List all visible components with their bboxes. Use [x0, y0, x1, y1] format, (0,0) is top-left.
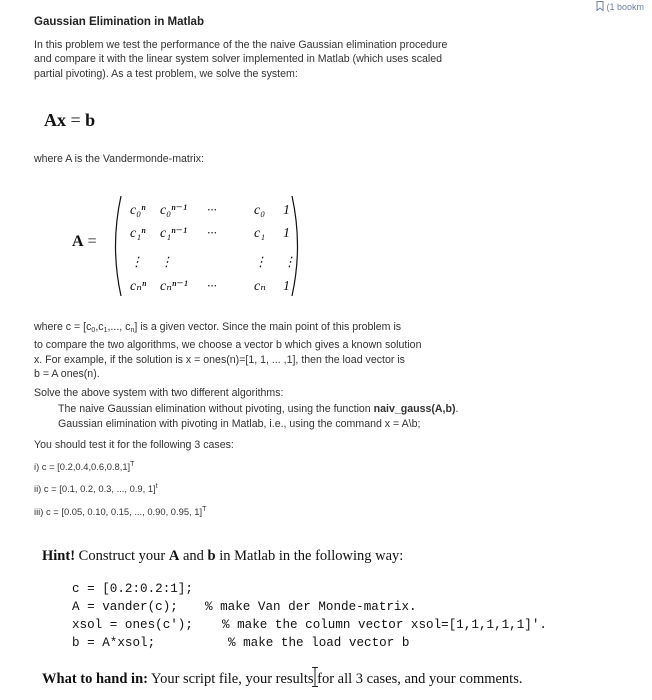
vandermonde-label: where A is the Vandermonde-matrix: — [34, 153, 204, 165]
code-line: b = A*xsol; — [72, 636, 156, 650]
matrix-lhs: A = — [72, 233, 97, 250]
cases-label: You should test it for the following 3 cases: — [34, 439, 234, 451]
code-comment: % make the column vector xsol=[1,1,1,1,1]'. — [222, 618, 547, 632]
matrix-cell: ⋮ — [254, 254, 267, 269]
matrix-cell: ⋮ — [160, 254, 173, 269]
matrix-cell: 1 — [283, 226, 290, 241]
matrix-cell: ··· — [207, 278, 217, 293]
matrix-cell: 1 — [283, 203, 290, 218]
code-line: xsol = ones(c'); — [72, 618, 193, 632]
text-cursor-icon — [312, 667, 318, 687]
main-equation: Ax = b — [44, 110, 96, 130]
code-line: c = [0.2:0.2:1]; — [72, 582, 193, 596]
case-item: ii) c = [0.1, 0.2, 0.3, ..., 0.9, 1]$^t$ — [34, 483, 158, 495]
matrix-cell: cₙⁿ — [130, 279, 147, 294]
matrix-cell: cₙⁿ⁻¹ — [160, 279, 188, 294]
matrix-cell: ⋮ — [283, 254, 296, 269]
matrix-cell: c₀ — [254, 203, 266, 218]
bookmark-label: (1 bookm — [606, 2, 644, 12]
case-item: iii) c = [0.05, 0.10, 0.15, ..., 0.90, 0.95, 1]$^T$ — [34, 506, 207, 518]
case-item: i) $c = [0.2,0.4,0.6,0.8,1]^T$ — [34, 461, 135, 473]
intro-line: and compare it with the linear system solver implemented in Matlab (which uses scaled — [34, 53, 443, 66]
what-to-hand-in: What to hand in: Your script file, your results for all 3 cases, and your comments. — [42, 671, 523, 687]
matrix-cell: ··· — [207, 225, 217, 240]
code-line: A = vander(c); — [72, 600, 178, 614]
hint-line: Hint! Construct your A and b in Matlab in the following way: — [42, 548, 404, 564]
algorithm-pivoting: Gaussian elimination with pivoting in Matlab, i.e., using the command x = A\b; — [58, 418, 421, 430]
algorithm-naive: The naive Gaussian elimination without pivoting, using the function naiv_gauss(A,b). — [58, 403, 459, 415]
intro-paragraph — [34, 38, 514, 81]
matrix-cell: c₁ⁿ — [130, 226, 146, 241]
intro-line: In this problem we test the performance of the the naive Gaussian elimination procedure — [34, 39, 448, 51]
solve-label: Solve the above system with two different algorithms: — [34, 387, 284, 399]
matrix-cell: ⋮ — [130, 254, 143, 269]
para-line: to compare the two algorithms, we choose a vector b which gives a known solution — [34, 339, 422, 352]
matrix-cell: c₀ⁿ⁻¹ — [160, 203, 188, 218]
bookmark-icon — [596, 1, 604, 11]
matrix-cell: c₀ⁿ — [130, 203, 146, 218]
para-line: x. For example, if the solution is x = ones(n)=[1, 1, ... ,1], then the load vector is — [34, 353, 405, 366]
para-line: where c = [c0,c1,..., cn] is a given vector. Since the main point of this problem is — [34, 321, 402, 334]
intro-line: partial pivoting). As a test problem, we solve the system: — [34, 67, 298, 80]
para-line: b = A ones(n). — [34, 367, 100, 380]
vandermonde-matrix — [112, 194, 312, 299]
bookmark-indicator[interactable] — [596, 1, 644, 12]
page-title: Gaussian Elimination in Matlab — [34, 16, 204, 28]
code-comment: % make Van der Monde-matrix. — [205, 600, 417, 614]
matrix-cell: c₁ⁿ⁻¹ — [160, 226, 188, 241]
matrix-cell: ··· — [207, 202, 217, 217]
matrix-cell: c₁ — [254, 226, 266, 241]
matrix-cell: 1 — [283, 279, 290, 294]
left-paren — [116, 196, 122, 296]
code-comment: % make the load vector b — [228, 636, 410, 650]
right-paren — [292, 196, 298, 296]
paragraph-vector-c — [34, 320, 421, 381]
matrix-cell: cₙ — [254, 279, 266, 294]
